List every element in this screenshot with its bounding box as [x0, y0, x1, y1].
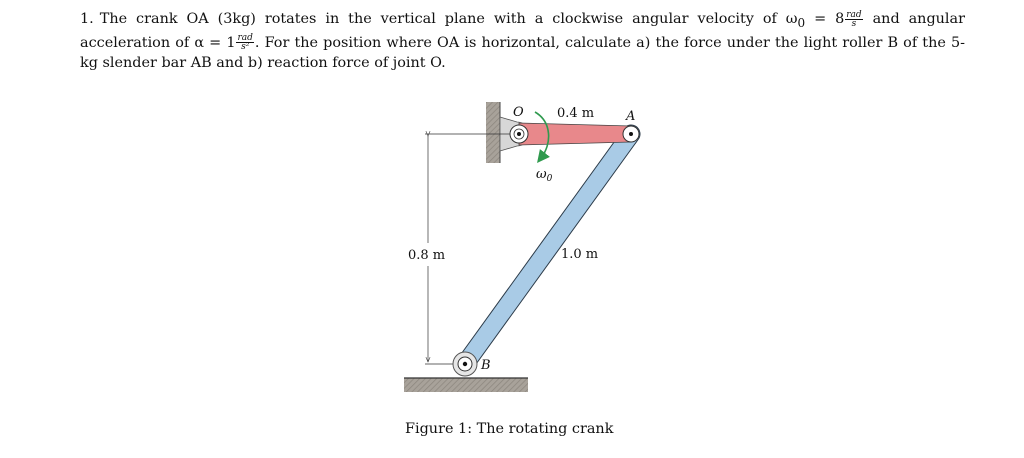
pin-a-center [629, 132, 633, 136]
figure-caption: Figure 1: The rotating crank [405, 421, 614, 437]
label-b: B [481, 358, 491, 373]
ground-support [404, 378, 528, 392]
omega-sub: 0 [546, 174, 553, 184]
omega-unit-denominator: s [851, 18, 857, 29]
problem-text-1: The crank OA (3kg) rotates in the vertical plane with a clockwise angular velocity of ω [99, 11, 798, 27]
label-a: A [626, 109, 636, 124]
problem-text-4: . For the position where OA is horizontal, calculate a) the force under the light roller B of the 5-kg slender bar AB and b) reaction force of joint O. [80, 34, 965, 71]
problem-text-2: = 8 [805, 11, 845, 27]
alpha-unit-numerator: rad [237, 33, 253, 44]
bar-ab [465, 134, 631, 364]
dimension-height: 0.8 m [408, 248, 446, 263]
label-o: O [513, 105, 524, 120]
dimension-oa: 0.4 m [557, 106, 595, 121]
dimension-ab: 1.0 m [561, 247, 599, 262]
problem-number: 1. [80, 11, 94, 27]
problem-text-3: and angular acceleration of α = 1 [80, 11, 965, 51]
alpha-unit-denominator: s² [241, 42, 250, 53]
roller-b-pin [463, 362, 467, 366]
wall-support [486, 102, 500, 163]
omega-unit-numerator: rad [846, 9, 862, 20]
crank-oa [519, 123, 631, 145]
pin-o-center [517, 132, 521, 136]
omega-subscript: 0 [797, 15, 806, 30]
omega-label [536, 167, 553, 184]
omega-symbol: ω [536, 167, 547, 182]
